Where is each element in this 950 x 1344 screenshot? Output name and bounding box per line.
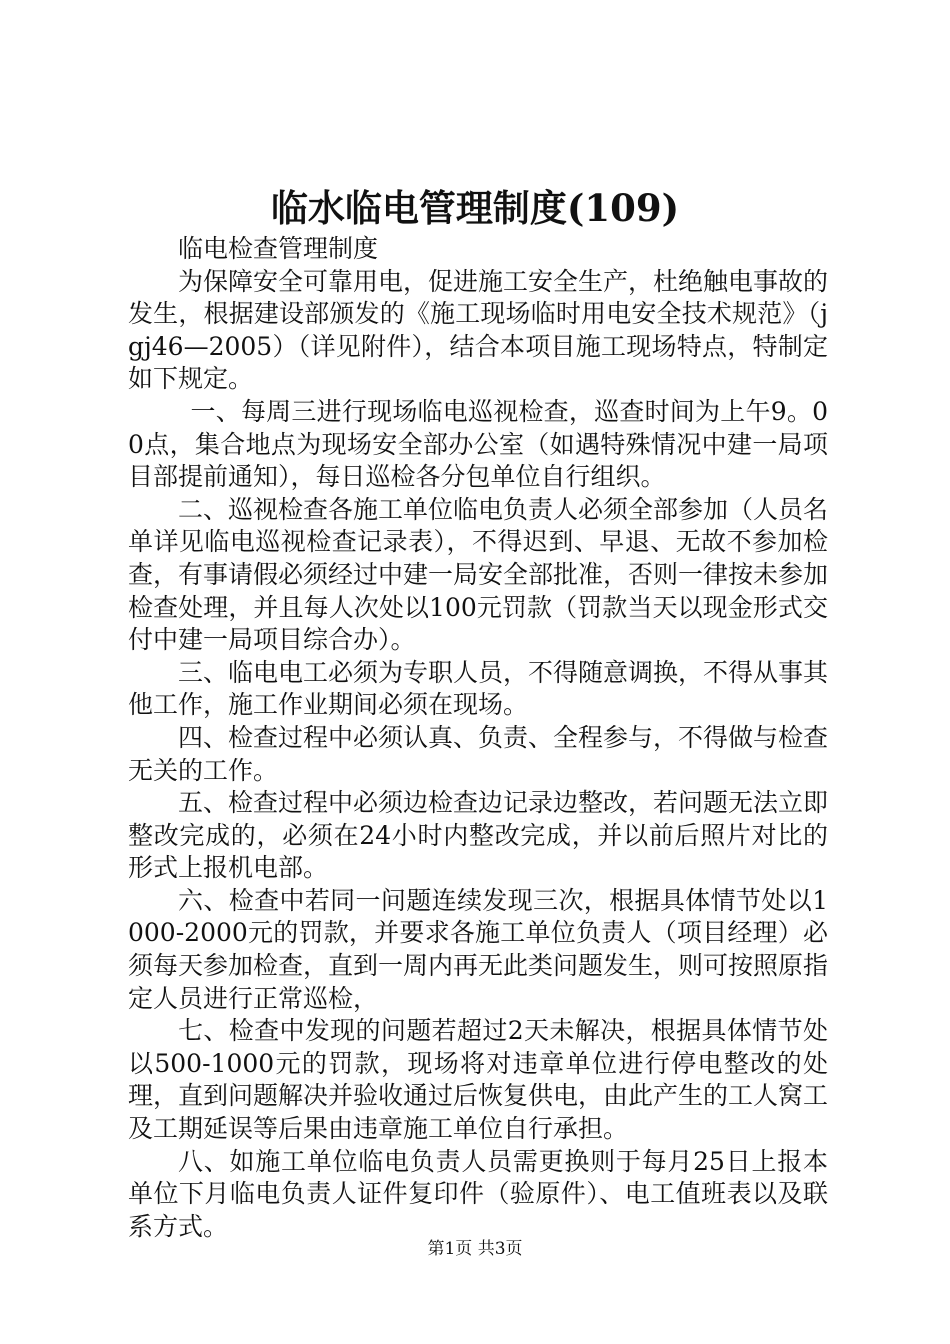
paragraph-intro: 为保障安全可靠用电，促进施工安全生产，杜绝触电事故的发生，根据建设部颁发的《施工现场临时用电安全技术规范》（jgj46—2005）（详见附件），结合本项目施工现场特点，特制定如下规定。 xyxy=(128,266,829,394)
paragraph-rule-1: 一、每周三进行现场临电巡视检查，巡查时间为上午9。00点，集合地点为现场安全部办公室（如遇特殊情况中建一局项目部提前通知），每日巡检各分包单位自行组织。 xyxy=(128,396,828,492)
paragraph-rule-3: 三、临电电工必须为专职人员，不得随意调换，不得从事其他工作，施工作业期间必须在现场。 xyxy=(128,657,829,720)
paragraph-rule-8: 八、如施工单位临电负责人员需更换则于每月25日上报本单位下月临电负责人证件复印件（验原件）、电工值班表以及联系方式。 xyxy=(128,1146,828,1241)
document-title: 临水临电管理制度(109) xyxy=(270,186,680,230)
paragraph-rule-2: 二、巡视检查各施工单位临电负责人必须全部参加（人员名单详见临电巡视检查记录表），不得迟到、早退、无故不参加检查，有事请假必须经过中建一局安全部批准，否则一律按未参加检查处理，并且每人次处以100元罚款（罚款当天以现金形式交付中建一局项目综合办）。 xyxy=(128,494,829,655)
paragraph-rule-6: 六、检查中若同一问题连续发现三次，根据具体情节处以1000-2000元的罚款，并要求各施工单位负责人（项目经理）必须每天参加检查，直到一周内再无此类问题发生，则可按照原指定人员进行正常巡检， xyxy=(128,885,829,1013)
section-heading: 临电检查管理制度 xyxy=(178,234,379,263)
document-body xyxy=(128,233,828,1243)
paragraph-rule-7: 七、检查中发现的问题若超过2天未解决，根据具体情节处以500-1000元的罚款，现场将对违章单位进行停电整改的处理，直到问题解决并验收通过后恢复供电，由此产生的工人窝工及工期延误等后果由违章施工单位自行承担。 xyxy=(128,1016,829,1144)
page-number-footer: 第1页 共3页 xyxy=(427,1239,523,1259)
paragraph-rule-4: 四、检查过程中必须认真、负责、全程参与，不得做与检查无关的工作。 xyxy=(128,722,829,785)
paragraph-rule-5: 五、检查过程中必须边检查边记录边整改，若问题无法立即整改完成的，必须在24小时内整改完成，并以前后照片对比的形式上报机电部。 xyxy=(128,788,829,883)
